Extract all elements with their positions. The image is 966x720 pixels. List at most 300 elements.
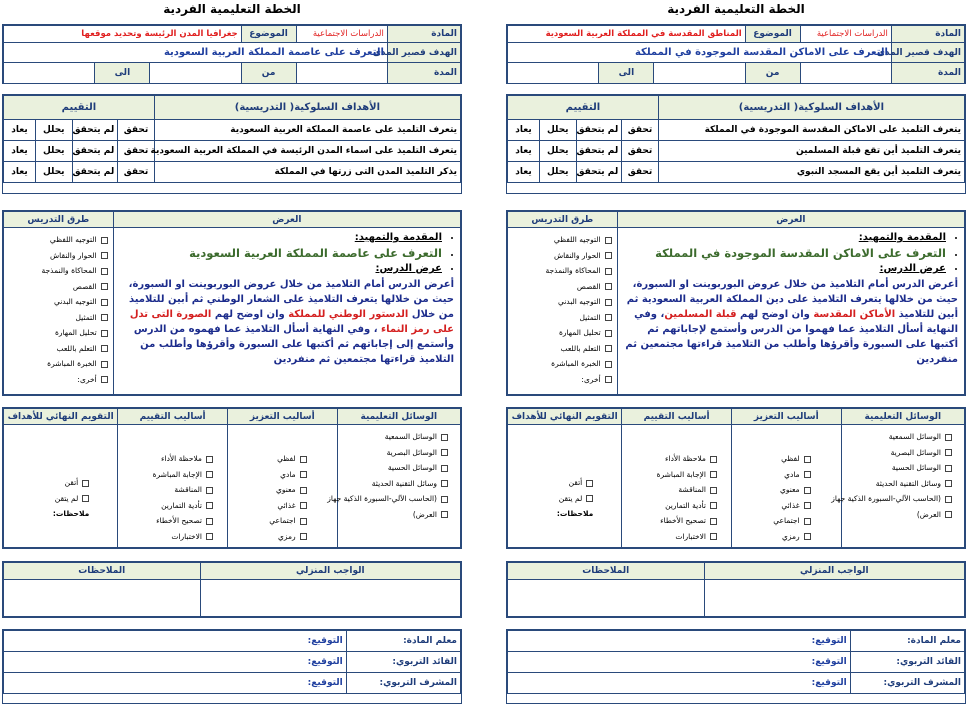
duration-value [296,63,387,84]
checkbox-icon[interactable] [300,533,307,540]
checkbox-item[interactable] [513,325,612,341]
assessment-header: أساليب التقييم [118,409,228,425]
signature-field[interactable]: التوقيع: [508,631,851,652]
checkbox-item[interactable] [123,482,213,498]
objective-row [508,162,965,183]
checkbox-item[interactable] [513,248,612,264]
aids-list [327,425,460,548]
checkbox-item[interactable] [123,498,213,514]
checkbox-label: الحوار والنقاش [50,250,97,260]
checkbox-icon[interactable] [441,511,448,518]
signature-role-label: القائد التربوي: [346,652,460,673]
checkbox-icon[interactable] [605,376,612,383]
aids-list [831,425,964,548]
status-s4[interactable]: يعاد [508,162,540,183]
checkbox-item[interactable] [9,356,108,372]
signatures-section [506,629,966,704]
checkbox-item[interactable] [233,482,307,498]
checkbox-item[interactable] [513,491,593,507]
status-s4[interactable]: يعاد [4,120,36,141]
objective-row [4,120,461,141]
checkbox-label: الاختبارات [675,531,706,541]
presentation-body [113,228,460,395]
checkbox-item[interactable] [327,491,448,507]
homework-field[interactable] [200,580,460,617]
assessment-list [622,425,732,548]
checkbox-icon[interactable] [300,456,307,463]
checkbox-label: الوسائل البصرية [890,447,941,457]
checkbox-item[interactable] [627,451,717,467]
info-section [2,24,462,84]
checkbox-label: مادي [280,469,296,479]
checkbox-label: غذائي [277,500,296,510]
lesson-text: أعرض الدرس أمام التلاميذ من خلال عروض البوربوينت او السبورة، حيث من خلالها يتعرف التلاميذ على الشعار الوطني ثم أبين للتلاميذ من خلال الدستور الوطني للمملكة وان اوضح لهم الصورة التى تدل على رمز النماء ، وفي النهاية أسأل التلاميذ عما فهموه من الدرس وأستمع إلى إجاباتهم ثم أكتبها على السبورة وأقرؤها وأطلب من التلاميذ قراءتها مجتمعين ثم منفردين [128,279,454,365]
checkbox-item[interactable] [513,279,612,295]
notes-field[interactable] [508,580,705,617]
status-s2[interactable]: لم يتحقق [576,162,622,183]
status-s2[interactable]: لم يتحقق [72,120,118,141]
checkbox-label: الوسائل السمعية [384,432,437,441]
checkbox-item[interactable] [627,498,717,514]
signature-row [4,652,461,673]
topic-label: الموضوع [745,26,800,43]
topic-value: جغرافيا المدن الرئيسة وتحديد موقعها [4,26,242,43]
aids-header: الوسائل التعليمية [841,409,964,425]
checkbox-icon[interactable] [300,502,307,509]
status-s4[interactable]: يعاد [4,162,36,183]
assessment-header: أساليب التقييم [622,409,732,425]
goal-label: الهدف قصير المدى [387,43,460,63]
checkbox-icon[interactable] [945,434,952,441]
checkbox-label: معنوي [779,485,800,494]
checkbox-icon[interactable] [441,434,448,441]
checkbox-icon[interactable] [710,456,717,463]
checkbox-item[interactable] [233,513,307,529]
signatures-section [2,629,462,704]
checkbox-icon[interactable] [605,330,612,337]
checkbox-label: أخرى: [581,374,601,384]
checkbox-icon[interactable] [605,314,612,321]
checkbox-label: تأدية التمارين [161,500,202,510]
status-s4[interactable]: يعاد [4,141,36,162]
signature-role-label: القائد التربوي: [850,652,964,673]
status-s1[interactable]: تحقق [622,141,659,162]
checkbox-icon[interactable] [710,471,717,478]
checkbox-item[interactable] [737,482,811,498]
presentation-section [506,210,966,396]
checkbox-label: وسائل التقنية الحديثة [875,478,941,488]
checkbox-icon[interactable] [300,518,307,525]
checkbox-item[interactable] [513,232,612,248]
reinforcement-list [731,425,841,548]
presentation-body [617,228,964,395]
signature-field[interactable]: التوقيع: [508,652,851,673]
checkbox-item[interactable] [9,310,108,326]
objective-text: يتعرف التلميذ على عاصمة المملكة العربية السعودية [154,120,460,141]
checkbox-item[interactable] [513,356,612,372]
checkbox-label: أخرى: [77,374,97,384]
objective-text: يتعرف التلميذ على الاماكن المقدسة الموجودة في المملكة [658,120,964,141]
checkbox-label: رمزي [781,531,800,541]
checkbox-icon[interactable] [101,252,108,259]
checkbox-icon[interactable] [804,456,811,463]
checkbox-icon[interactable] [101,268,108,275]
signature-row [508,652,965,673]
checkbox-item[interactable] [627,513,717,529]
status-s3[interactable]: يحلل [36,120,73,141]
aids-header: الوسائل التعليمية [337,409,460,425]
status-s3[interactable]: يحلل [540,120,577,141]
notes-header: الملاحظات [508,563,705,580]
lesson-plan-page [2,0,462,720]
checkbox-item[interactable] [847,445,952,461]
checkbox-icon[interactable] [441,480,448,487]
notes-label: ملاحظات: [52,509,90,518]
evaluation-section [2,407,462,549]
status-s1[interactable]: تحقق [622,162,659,183]
subject-label: المادة [387,26,460,43]
status-s2[interactable]: لم يتحقق [72,162,118,183]
homework-header: الواجب المنزلي [200,563,460,580]
checkbox-item[interactable] [831,491,952,507]
checkbox-label: المحاكاة والنمذجة [41,266,97,275]
assessment-list [118,425,228,548]
status-s3[interactable]: يحلل [36,162,73,183]
checkbox-icon[interactable] [804,518,811,525]
checkbox-item[interactable] [9,232,108,248]
checkbox-label: اجتماعي [269,516,296,525]
signature-role-label: معلم المادة: [346,631,460,652]
page-title: الخطة التعليمية الفردية [667,2,805,16]
methods-header: طرق التدريس [508,212,618,228]
checkbox-label: الخبرة المباشرة [47,359,97,368]
status-s3[interactable]: يحلل [36,141,73,162]
objective-row [4,141,461,162]
checkbox-item[interactable] [343,476,448,492]
checkbox-icon[interactable] [945,511,952,518]
signature-field[interactable]: التوقيع: [508,673,851,694]
checkbox-label: رمزي [277,531,296,541]
objective-text: يتعرف التلميذ أين يقع المسجد النبوي [658,162,964,183]
checkbox-icon[interactable] [206,456,213,463]
checkbox-label: لم يتقن [558,493,583,503]
checkbox-icon[interactable] [101,361,108,368]
notes-label: ملاحظات: [556,509,594,518]
checkbox-item[interactable] [233,529,307,545]
checkbox-icon[interactable] [441,465,448,472]
signature-role-label: المشرف التربوي: [850,673,964,694]
checkbox-icon[interactable] [206,518,213,525]
checkbox-icon[interactable] [101,299,108,306]
checkbox-item[interactable] [513,294,612,310]
checkbox-item[interactable] [513,341,612,357]
checkbox-item[interactable] [737,498,811,514]
to-label: الى [599,63,654,84]
checkbox-icon[interactable] [710,502,717,509]
objective-text: يذكر التلميذ المدن التى زرتها في المملكة [154,162,460,183]
checkbox-icon[interactable] [300,487,307,494]
checkbox-icon[interactable] [206,533,213,540]
checkbox-label: تحليل المهارة [54,328,97,337]
checkbox-label: وسائل التقنية الحديثة [371,478,437,488]
checkbox-icon[interactable] [82,480,89,487]
objectives-header: الأهداف السلوكية( التدريسية) [154,96,460,120]
checkbox-label: تحليل المهارة [558,328,601,337]
methods-list [4,228,114,395]
checkbox-label: الخبرة المباشرة [551,359,601,368]
to-value [508,63,599,84]
checkbox-label: الحوار والنقاش [554,250,601,260]
checkbox-label: لفظي [781,454,800,463]
checkbox-item[interactable] [233,498,307,514]
checkbox-icon[interactable] [605,252,612,259]
checkbox-icon[interactable] [441,496,448,503]
presentation-header: العرض [113,212,460,228]
checkbox-icon[interactable] [206,487,213,494]
checkbox-label: غذائي [781,500,800,510]
checkbox-icon[interactable] [605,345,612,352]
subject-value: الدراسات الاجتماعية [800,26,891,43]
evaluation-header: التقييم [508,96,659,120]
checkbox-item[interactable] [847,507,952,523]
page-title: الخطة التعليمية الفردية [163,2,301,16]
checkbox-item[interactable] [123,513,213,529]
checkbox-icon[interactable] [206,471,213,478]
notes-field[interactable] [4,580,201,617]
status-s2[interactable]: لم يتحقق [576,141,622,162]
checkbox-label: أتقن [64,478,79,487]
methods-list [508,228,618,395]
checkbox-item[interactable] [513,475,593,491]
checkbox-icon[interactable] [605,361,612,368]
checkbox-icon[interactable] [945,449,952,456]
checkbox-item[interactable] [513,372,612,388]
checkbox-icon[interactable] [605,268,612,275]
checkbox-icon[interactable] [101,314,108,321]
checkbox-label: التعلم باللعب [560,343,601,353]
goal-value: التعرف على عاصمة المملكة العربية السعودية [4,43,388,63]
objective-text: يتعرف التلميذ على اسماء المدن الرئيسة في المملكة العربية السعودية [154,141,460,162]
goal-value: التعرف على الاماكن المقدسة الموجودة في المملكة [508,43,892,63]
status-s4[interactable]: يعاد [508,120,540,141]
checkbox-label: التوجيه البدني [557,297,601,306]
checkbox-icon[interactable] [710,487,717,494]
notes-header: الملاحظات [4,563,201,580]
duration-label: المدة [891,63,964,84]
checkbox-icon[interactable] [101,330,108,337]
checkbox-label: القصص [576,281,601,291]
topic-label: الموضوع [241,26,296,43]
checkbox-label: (الحاسب الآلي-السبورة الذكية جهاز [327,494,437,503]
checkbox-item[interactable] [737,467,811,483]
checkbox-item[interactable] [233,451,307,467]
checkbox-item[interactable] [123,467,213,483]
checkbox-item[interactable] [233,467,307,483]
checkbox-item[interactable] [847,429,952,445]
duration-value [800,63,891,84]
checkbox-icon[interactable] [804,533,811,540]
checkbox-label: تصحيح الأخطاء [156,516,202,525]
checkbox-icon[interactable] [605,283,612,290]
checkbox-item[interactable] [9,491,89,507]
checkbox-item[interactable] [737,451,811,467]
checkbox-label: تصحيح الأخطاء [660,516,706,525]
checkbox-label: التمثيل [579,312,601,322]
checkbox-icon[interactable] [101,376,108,383]
checkbox-item[interactable] [343,445,448,461]
lesson-plan-page [506,0,966,720]
checkbox-label: التوجيه اللفظي [553,235,601,244]
checkbox-item[interactable] [627,529,717,545]
checkbox-item[interactable] [9,341,108,357]
checkbox-item[interactable] [847,476,952,492]
checkbox-icon[interactable] [945,465,952,472]
checkbox-icon[interactable] [441,449,448,456]
checkbox-item[interactable] [9,294,108,310]
checkbox-label: التوجيه البدني [53,297,97,306]
checkbox-icon[interactable] [206,502,213,509]
checkbox-label: التمثيل [75,312,97,322]
objective-row [508,141,965,162]
checkbox-label: ملاحظة الأداء [160,454,202,463]
status-s4[interactable]: يعاد [508,141,540,162]
subject-value: الدراسات الاجتماعية [296,26,387,43]
signature-row [508,673,965,694]
evaluation-section [506,407,966,549]
checkbox-label: العرض) [916,509,941,519]
from-label: من [241,63,296,84]
checkbox-item[interactable] [343,507,448,523]
checkbox-icon[interactable] [710,518,717,525]
checkbox-icon[interactable] [586,480,593,487]
checkbox-label: المناقشة [678,485,706,494]
checkbox-icon[interactable] [804,487,811,494]
intro-text: التعرف على عاصمة المملكة العربية السعودية [189,246,442,260]
objectives-section [2,94,462,194]
checkbox-item[interactable] [9,279,108,295]
objectives-header: الأهداف السلوكية( التدريسية) [658,96,964,120]
to-value [4,63,95,84]
checkbox-item[interactable] [9,248,108,264]
checkbox-item[interactable] [343,429,448,445]
status-s3[interactable]: يحلل [540,162,577,183]
checkbox-item[interactable] [737,513,811,529]
signature-role-label: معلم المادة: [850,631,964,652]
checkbox-label: أتقن [568,478,583,487]
signature-row [4,673,461,694]
signature-field[interactable]: التوقيع: [4,673,347,694]
checkbox-item[interactable] [627,482,717,498]
from-value [654,63,745,84]
final-eval-header: التقويم النهائي للأهداف [4,409,118,425]
checkbox-icon[interactable] [101,345,108,352]
presentation-header: العرض [617,212,964,228]
from-label: من [745,63,800,84]
checkbox-label: لم يتقن [54,493,79,503]
status-s1[interactable]: تحقق [622,120,659,141]
homework-section [506,561,966,618]
checkbox-item[interactable] [9,325,108,341]
intro-text: التعرف على الاماكن المقدسة الموجودة في المملكة [655,246,946,260]
checkbox-icon[interactable] [586,495,593,502]
checkbox-item[interactable] [9,372,108,388]
lesson-text: أعرض الدرس أمام التلاميذ من خلال عروض البوربوينت او السبورة، حيث من خلالها يتعرف التلاميذ على دين المملكة العربية السعودية ثم أبين للتلاميذ الأماكن المقدسة وان اوضح لهم قبلة المسلمين، وفي النهاية أسأل التلاميذ عما فهموا من الدرس وأستمع لإجاباتهم ثم أكتبها على السبورة وأقرؤها وأطلب من التلاميذ قراءتها مجتمعين ثم منفردين [625,279,958,365]
checkbox-icon[interactable] [804,502,811,509]
from-value [150,63,241,84]
checkbox-icon[interactable] [101,237,108,244]
lesson-label: عرض الدرس: [879,263,946,274]
checkbox-item[interactable] [9,263,108,279]
status-s1[interactable]: تحقق [118,120,155,141]
checkbox-item[interactable] [737,529,811,545]
signature-row [4,631,461,652]
checkbox-item[interactable] [627,467,717,483]
objective-row [508,120,965,141]
reinforcement-header: أساليب التعزيز [227,409,337,425]
checkbox-icon[interactable] [605,237,612,244]
signature-role-label: المشرف التربوي: [346,673,460,694]
checkbox-label: لفظي [277,454,296,463]
checkbox-item[interactable] [9,475,89,491]
checkbox-item[interactable] [123,451,213,467]
checkbox-item[interactable] [123,529,213,545]
topic-value: المناطق المقدسة في المملكة العربية السعودية [508,26,746,43]
checkbox-label: (الحاسب الآلي-السبورة الذكية جهاز [831,494,941,503]
checkbox-icon[interactable] [82,495,89,502]
lesson-label: عرض الدرس: [375,263,442,274]
checkbox-label: الوسائل السمعية [888,432,941,441]
status-s1[interactable]: تحقق [118,162,155,183]
status-s1[interactable]: تحقق [118,141,155,162]
status-s3[interactable]: يحلل [540,141,577,162]
status-s2[interactable]: لم يتحقق [72,141,118,162]
reinforcement-list [227,425,337,548]
goal-label: الهدف قصير المدى [891,43,964,63]
checkbox-label: الوسائل الحسية [387,463,437,472]
intro-label: المقدمة والتمهيد: [354,232,442,243]
status-s2[interactable]: لم يتحقق [576,120,622,141]
checkbox-icon[interactable] [945,480,952,487]
checkbox-icon[interactable] [804,471,811,478]
presentation-section [2,210,462,396]
checkbox-item[interactable] [513,310,612,326]
checkbox-icon[interactable] [710,533,717,540]
homework-header: الواجب المنزلي [704,563,964,580]
checkbox-label: الإجابة المباشرة [152,469,202,479]
checkbox-icon[interactable] [945,496,952,503]
checkbox-label: المناقشة [174,485,202,494]
final-eval-header: التقويم النهائي للأهداف [508,409,622,425]
signature-field[interactable]: التوقيع: [4,631,347,652]
checkbox-item[interactable] [343,460,448,476]
checkbox-icon[interactable] [101,283,108,290]
homework-field[interactable] [704,580,964,617]
checkbox-item[interactable] [847,460,952,476]
checkbox-item[interactable] [513,263,612,279]
objective-row [4,162,461,183]
signature-field[interactable]: التوقيع: [4,652,347,673]
duration-label: المدة [387,63,460,84]
homework-section [2,561,462,618]
signature-row [508,631,965,652]
checkbox-label: اجتماعي [773,516,800,525]
checkbox-icon[interactable] [300,471,307,478]
evaluation-header: التقييم [4,96,155,120]
checkbox-label: المحاكاة والنمذجة [545,266,601,275]
objective-text: يتعرف التلميذ أين تقع قبلة المسلمين [658,141,964,162]
checkbox-label: تأدية التمارين [665,500,706,510]
checkbox-icon[interactable] [605,299,612,306]
